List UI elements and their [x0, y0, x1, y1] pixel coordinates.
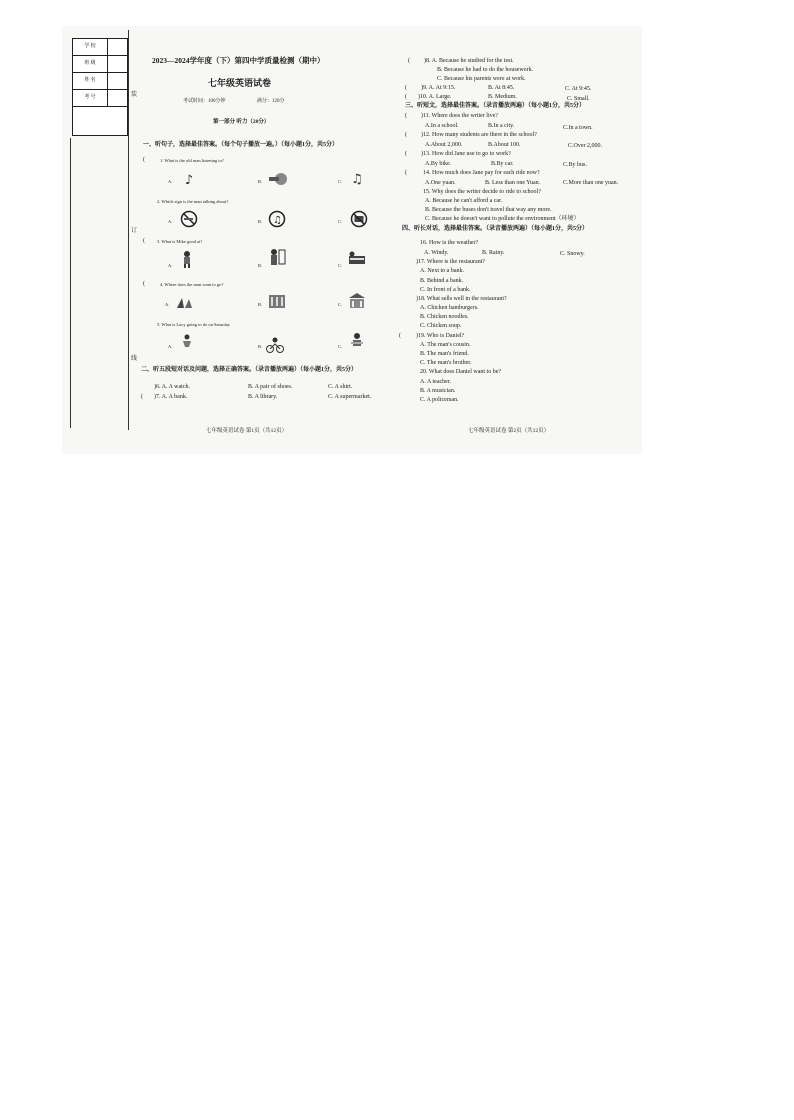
q13-question: )13. How did Jane use to go to work? [421, 151, 511, 157]
zoo-animals-icon [173, 294, 195, 312]
q4-opt-c: C. [338, 302, 343, 307]
exam-number-label: 考 号 [73, 90, 108, 106]
q13-option-c: C.By bus. [563, 162, 587, 168]
dancing-girl-icon [176, 334, 198, 352]
q17-option-c: C. In front of a bank. [420, 287, 471, 293]
q16-option-b: B. Rainy. [482, 250, 505, 256]
q4-opt-b: B. [258, 302, 263, 307]
q12-option-c: C.Over 2,000. [568, 143, 602, 149]
exam-time: 考试时间：100分钟 [183, 99, 226, 104]
section2-heading: 二、听五段短对话及问题，选择正确答案。（录音播放两遍）（每小题1分，共5分） [141, 367, 358, 373]
q5-text: 5. What is Lucy going to do on Saturday [157, 322, 231, 327]
q16-question: 16. How is the weather? [420, 240, 479, 246]
q9-option-a: )9. A. At 9:15. [421, 85, 456, 91]
q6-option-a: )6. A. A watch. [154, 384, 190, 390]
q15-option-a: A. Because he can't afford a car. [425, 198, 503, 204]
footer-page1: 七年级英语试卷 第1页（共12页） [206, 428, 288, 434]
swimming-boy-icon [176, 250, 198, 268]
paren-q8: ( [408, 58, 410, 64]
q3-opt-a: A. [168, 263, 173, 268]
q17-option-b: B. Behind a bank. [420, 278, 464, 284]
paren-q3: ( [143, 238, 145, 244]
q1-opt-a: A. [168, 179, 173, 184]
q3-text: 3. What is Mike good at? [157, 239, 203, 244]
q19-option-a: A. The man's cousin. [420, 342, 471, 348]
q18-option-b: B. Chicken noodles. [420, 314, 469, 320]
q5-opt-b: B. [258, 344, 263, 349]
q16-option-c: C. Snowy. [560, 251, 585, 257]
q9-option-c: C. At 9:45. [565, 86, 592, 92]
q8-option-b: B. Because he had to do the housework. [437, 67, 534, 73]
q15-option-b: B. Because the buses don't travel that way any more. [425, 207, 552, 213]
q20-option-a: A. A teacher. [420, 379, 451, 385]
q14-option-a: A.One yuan. [425, 180, 456, 186]
q15-question: 15. Why does the writer decide to ride to school? [423, 189, 541, 195]
q16-option-a: A. Windy. [424, 250, 449, 256]
binding-mark-xian: 线 [131, 356, 138, 362]
svg-text:♫: ♫ [273, 215, 282, 226]
q3-opt-c: C. [338, 263, 343, 268]
q18-option-c: C. Chicken soup. [420, 323, 462, 329]
paren-q12: ( [405, 132, 407, 138]
student-info-box [72, 38, 128, 136]
piano-icon [346, 250, 368, 268]
paren-q9: ( [405, 85, 407, 91]
q19-option-b: B. The man's friend. [420, 351, 469, 357]
q8-option-a: )8. A. Because he studied for the test. [424, 58, 514, 64]
exam-title: 2023—2024学年度（下）第四中学质量检测（期中） [152, 56, 325, 65]
painting-boy-icon [266, 248, 288, 266]
q6-option-b: B. A pair of shoes. [248, 384, 293, 390]
class-label: 班 级 [73, 56, 108, 72]
binding-line-left [70, 138, 71, 428]
q17-option-a: A. Next to a bank. [420, 268, 464, 274]
q1-text: 1. What is the old man listening to? [160, 158, 224, 163]
cycling-icon [264, 336, 286, 354]
binding-line-right [128, 30, 129, 430]
q12-option-a: A.About 2,000. [425, 142, 463, 148]
section4-heading: 四、听长对话，选择最佳答案。（录音播放两遍）（每小题1分，共5分） [402, 226, 589, 232]
paren-q11: ( [405, 113, 407, 119]
q10-option-c: C. Small. [567, 96, 590, 102]
q5-opt-c: C. [338, 344, 343, 349]
drum-icon: ♫ [351, 171, 363, 187]
q3-opt-b: B. [258, 263, 263, 268]
q4-text: 4. Where does the man want to go? [160, 282, 224, 287]
q2-opt-a: A. [168, 219, 173, 224]
school-label: 学 校 [73, 39, 108, 55]
q17-question: )17. Where is the restaurant? [416, 259, 486, 265]
q20-question: 20. What does Daniel want to be? [420, 369, 502, 375]
q11-option-a: A.In a school. [425, 123, 459, 129]
binding-mark-ding: 订 [131, 228, 138, 234]
q10-option-b: B. Medium. [488, 94, 517, 100]
q10-option-a: )10. A. Large. [418, 94, 452, 100]
q8-option-c: C. Because his parents were at work. [437, 76, 526, 82]
no-camera-sign-icon [348, 210, 370, 228]
q14-option-b: B. Less than one Yuan. [485, 180, 541, 186]
q9-option-b: B. At 8:45. [488, 85, 515, 91]
paren-q14: ( [405, 170, 407, 176]
q12-option-b: B.About 100. [488, 142, 521, 148]
q15-option-c: C. Because he doesn't want to pollute the environment（环境） [425, 216, 580, 222]
q14-question: 14. How much does Jane pay for each ride now? [423, 170, 540, 176]
section3-heading: 三、听短文，选择最佳答案。（录音播放两遍）（每小题1分，共5分） [405, 103, 586, 109]
q11-option-c: C.In a town. [563, 125, 593, 131]
paren-q7: ( [141, 394, 143, 400]
q12-question: )12. How many students are there in the school? [421, 132, 537, 138]
q20-option-c: C. A policeman. [420, 397, 459, 403]
q2-opt-b: B. [258, 219, 263, 224]
music-sign-icon [266, 210, 288, 228]
q7-option-a: )7. A. A bank. [154, 394, 188, 400]
q14-option-c: C.More than one yuan. [563, 180, 619, 186]
exam-subtitle: 七年级英语试卷 [208, 78, 272, 88]
q20-option-b: B. A musician. [420, 388, 456, 394]
q5-opt-a: A. [168, 344, 173, 349]
reading-girl-icon [346, 332, 368, 350]
q2-text: 2. Which sign is the man talking about? [157, 199, 229, 204]
q2-opt-c: C. [338, 219, 343, 224]
q18-option-a: A. Chicken hamburgers. [420, 305, 479, 311]
section1-heading: 一、听句子，选择最佳答案。（每个句子播放一遍。）（每小题1分，共5分） [143, 142, 339, 148]
trumpet-icon [266, 170, 288, 188]
paren-q13: ( [405, 151, 407, 157]
q18-question: )18. What sells well in the restaurant? [416, 296, 507, 302]
binding-mark-zhuang: 装 [131, 92, 138, 98]
paren-q10: ( [405, 94, 407, 100]
q4-opt-a: A. [165, 302, 170, 307]
part1-heading: 第一部分 听力（20分） [213, 119, 270, 125]
q6-option-c: C. A shirt. [328, 384, 353, 390]
q7-option-c: C. A supermarket. [328, 394, 372, 400]
q1-opt-b: B. [258, 179, 263, 184]
paren-q1: ( [143, 157, 145, 163]
q19-option-c: C. The man's brother. [420, 360, 472, 366]
q11-option-b: B.In a city. [488, 123, 515, 129]
q13-option-a: A.By bike. [425, 161, 452, 167]
q11-question: )11. Where does the writer live? [421, 113, 498, 119]
library-building-icon [266, 292, 288, 310]
bank-building-icon [346, 292, 368, 310]
paren-q4: ( [143, 281, 145, 287]
no-smoking-sign-icon [178, 210, 200, 228]
paren-q19: ( [399, 333, 401, 339]
q7-option-b: B. A library. [248, 394, 278, 400]
music-note-icon: ♪ [184, 172, 194, 188]
exam-score: 满分：120分 [257, 99, 285, 104]
q1-opt-c: C. [338, 179, 343, 184]
footer-page2: 七年级英语试卷 第2页（共12页） [468, 428, 550, 434]
name-label: 姓 名 [73, 73, 108, 89]
q19-question: )19. Who is Daniel? [416, 333, 465, 339]
q13-option-b: B.By car. [491, 161, 514, 167]
